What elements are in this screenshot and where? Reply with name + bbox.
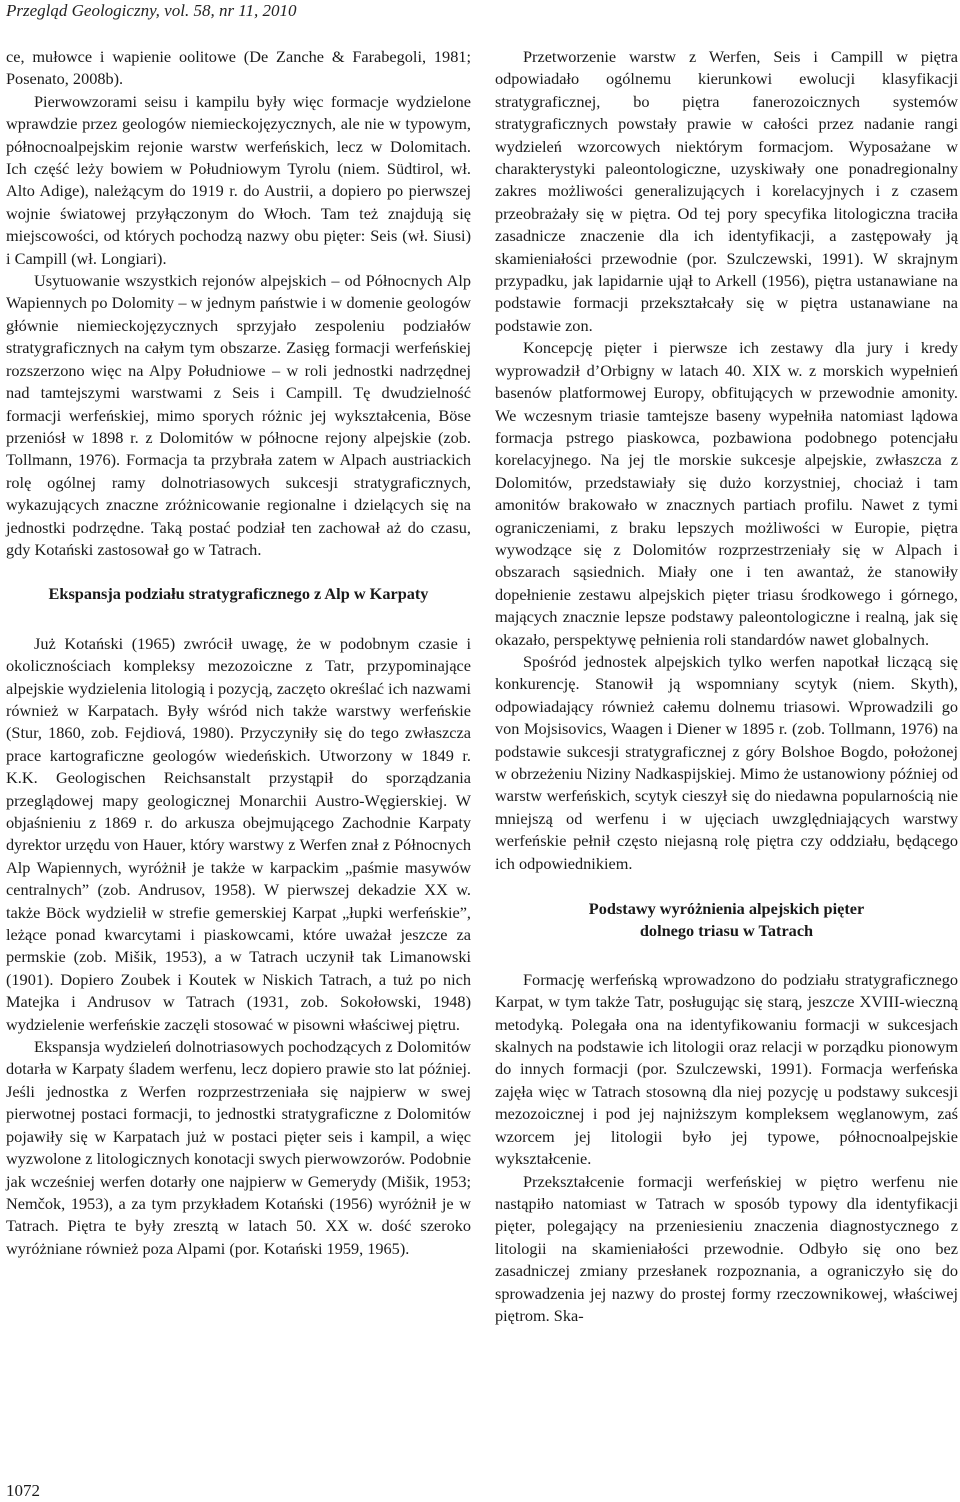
paragraph: Usytuowanie wszystkich rejonów alpejskich – od Północnych Alp Wapiennych po Dolomity – w jednym państwie i w domenie geologów głównie niemieckojęzycznych sprzyjało zespoleniu podziałów stratygraficznych na całym tym obszarze. Zasięg formacji werfeńskiej rozszerzono więc na Alpy Południowe – w roli jednostki nadrzędnej nad tamtejszymi warstwami z Seis i Campill. Tę dwudzielność formacji werfeńskiej, mimo sporych różnic jej wykształcenia, Böse przeniósł w 1898 r. z Dolomitów w północne rejony alpejskie (zob. Tollmann, 1976). Formacja ta przybrała zatem w Alpach austriackich rolę ogólnej ramy dolnotriasowych sukcesji stratygraficznych, wykazujących znaczne zróżnicowanie regionalne i dzielących się na jednostki podrzędne. Taką postać podział ten zachował aż do czasu, gdy Kotański zastosował go w Tatrach. — [6, 271, 471, 559]
paragraph: ce, mułowce i wapienie oolitowe (De Zanche & Farabegoli, 1981; Posenato, 2008b). — [6, 47, 471, 89]
paragraph: Przekształcenie formacji werfeńskiej w piętro werfenu nie nastąpiło natomiast w Tatrach w sposób typowy dla identyfikacji pięter, polegający na przeniesieniu znaczenia diagnostycznego z litologii na skamieniałości przewodnie. Odbyło się ono bez zasadniczej zmiany przesłanek rozpoznania, a ograniczyło się do sprowadzenia jej nazwy do prostej formy rzeczownikowej, właściwej piętrom. Ska- — [495, 1171, 958, 1325]
paragraph: Przetworzenie warstw z Werfen, Seis i Campill w piętra odpowiadało ogólnemu kierunkowi ewolucji klasyfikacji stratygraficznej, bo piętra fanerozoicznych systemów stratygraficznych powstały prawie w całości przez nadanie rangi wydzieleń wzorcowych niektórym formacjom. Wyposażane w charakterystyki paleontologiczne, uzyskiwały one ponadregionalny zakres możliwości generalizujących i korelacyjnych i z czasem przeobrażały się w piętra. Od tej pory specyfika litologiczna traciła zasadnicze znaczenie dla ich identyfikacji, a zastępowały ją skamieniałości przewodnie (por. Szulczewski, 1991). W skrajnym przypadku, jak lapidarnie ujął to Arkell (1956), piętra ustanawiane na podstawie formacji przekształcały się w piętra ustanawiane na podstawie zon. — [495, 47, 958, 335]
paragraph: Ekspansja wydzieleń dolnotriasowych pochodzących z Dolomitów dotarła w Karpaty śladem werfenu, lecz dopiero prawie sto lat później. Jeśli jednostka z Werfen rozprzestrzeniała się najpierw w swej pierwotnej postaci formacji, to jednostki stratygraficzne z Dolomitów pojawiły się w Karpatach już w postaci pięter seis i kampil, a więc wyzwolone z litologicznych konotacji swych pierwowzorów. Podobnie jak wcześniej werfen dotarły one najpierw w Gemerydy (Mišik, 1953; Nemčok, 1953), a za tym przykładem Kotański (1956) wyróżnił je w Tatrach. Piętra te były zresztą w latach 50. XX w. dość szeroko wyróżniane również poza Alpami (por. Kotański 1959, 1965). — [6, 1037, 471, 1258]
left-column — [6, 46, 471, 1260]
page-number: 1072 — [6, 1481, 40, 1500]
running-head: Przegląd Geologiczny, vol. 58, nr 11, 2010 — [6, 1, 297, 20]
section-heading-line: Podstawy wyróżnienia alpejskich pięter — [588, 899, 865, 919]
paragraph: Już Kotański (1965) zwrócił uwagę, że w podobnym czasie i okolicznościach kompleksy mezozoiczne z Tatr, przypominające alpejskie wydzielenia litologią i pozycją, zaczęto określać ich nazwami również w Karpatach. Były wśród nich także warstwy werfeńskie (Stur, 1860, zob. Fejdiová, 1980). Przyczyniły się do tego zwłaszcza prace kartograficzne geologów wiedeńskich. Utworzony w 1849 r. K.K. Geologischen Reichsanstalt przystąpił do sporządzania przeglądowej mapy geologicznej Monarchii Austro-Węgierskiej. W objaśnieniu z 1869 r. do arkusza obejmującego Zachodnie Karpaty dyrektor urzędu von Hauer, który warstwy z Werfen znał z Północnych Alp Wapiennych, wyróżnił je także w karpackim „paśmie masywów centralnych” (zob. Andrusov, 1958). W pierwszej dekadzie XX w. także Böck wydzielił w strefie gemerskiej Karpat „łupki werfeńskie”, leżące ponad kwarcytami i piaskowcami, które uważał jeszcze za permskie (zob. Mišik, 1953), a w Tatrach uczynił tak Limanowski (1901). Dopiero Zoubek i Koutek w Niskich Tatrach, a tuż po nich Matejka i Andrusov w Tatrach (1931, zob. Sokołowski, 1948) wydzielenie werfeńskie zaczęli stosować w pisowni właściwej piętru. — [6, 633, 471, 1034]
section-heading: Ekspansja podziału stratygraficznego z Alp w Karpaty — [48, 584, 429, 604]
paragraph: Koncepcję pięter i pierwsze ich zestawy dla jury i kredy wyprowadził d’Orbigny w latach 40. XIX w. z morskich wypełnień basenów platformowej Europy, obfitujących w przewodnie amonity. We wczesnym triasie tamtejsze baseny wypełniła natomiast lądowa formacja pstrego piaskowca, pozbawiona podobnego potencjału korelacyjnego. Na jej tle morskie sukcesje alpejskie, zwłaszcza z Dolomitów, przedstawiały się dużo korzystniej, chociaż i tam amonitów brakowało w znacznych partiach profilu. Nawet z tymi ograniczeniami, z braku lepszych możliwości w Europie, piętra wywodzące się z Dolomitów rozprzestrzeniały się w Alpach i obszarach sąsiednich. Miały one i ten awantaż, że stanowiły dopełnienie zestawu alpejskich pięter triasu środkowego i górnego, mających znacznie lepsze podstawy paleontologiczne i realną, jak się okazało, perspektywę pełnienia roli standardów nawet globalnych. — [495, 338, 958, 649]
paragraph: Formację werfeńską wprowadzono do podziału stratygraficznego Karpat, w tym także Tatr, posługując się starą, jeszcze XVIII-wieczną metodyką. Polegała ona na identyfikowaniu formacji w sukcesjach skalnych na podstawie ich litologii oraz relacji w porządku pionowym do innych formacji (por. Szulczewski, 1991). Formacja werfeńska zajęła więc w Tatrach stosowną dla niej pozycję u podstawy sukcesji mezozoicznej i pod jej najniższym kompleksem węglanowym, zaś wzorcem jej litologii było jej typowe, północnoalpejskie wykształcenie. — [495, 969, 958, 1169]
section-heading-line: dolnego triasu w Tatrach — [639, 921, 814, 941]
paragraph: Pierwowzorami seisu i kampilu były więc formacje wydzielone wprawdzie przez geologów niemieckojęzycznych, ale nie w typowym, północnoalpejskim rejonie warstw werfeńskich, lecz w Dolomitach. Ich część leży bowiem w Południowym Tyrolu (niem. Südtirol, wł. Alto Adige), należącym do 1919 r. do Austrii, a dopiero po pierwszej wojnie światowej przyłączonym do Włoch. Tam też znajdują się miejscowości, od których pochodzą nazwy obu pięter: Seis (wł. Siusi) i Campill (wł. Longiari). — [6, 91, 471, 268]
paragraph: Spośród jednostek alpejskich tylko werfen napotkał liczącą się konkurencję. Stanowił ją wspomniany scytyk (niem. Skyth), odpowiadający również całemu dolnemu triasowi. Wprowadzili go von Mojsisovics, Waagen i Diener w 1895 r. (zob. Tollmann, 1976) na podstawie sukcesji stratygraficznej z góry Bolshoe Bogdo, położonej w obrzeżeniu Niziny Nadkaspijskiej. Mimo że ustanowiony później od warstw werfeńskich, scytyk cieszył się do niedawna popularnością nie mniejszą od werfenu i w ujęciach uwzględniających warstwy werfeńskie pełnił często niejasną rolę piętra czy oddziału, będącego ich odpowiednikiem. — [495, 651, 958, 873]
section-heading — [495, 898, 958, 943]
right-column — [495, 46, 958, 1327]
